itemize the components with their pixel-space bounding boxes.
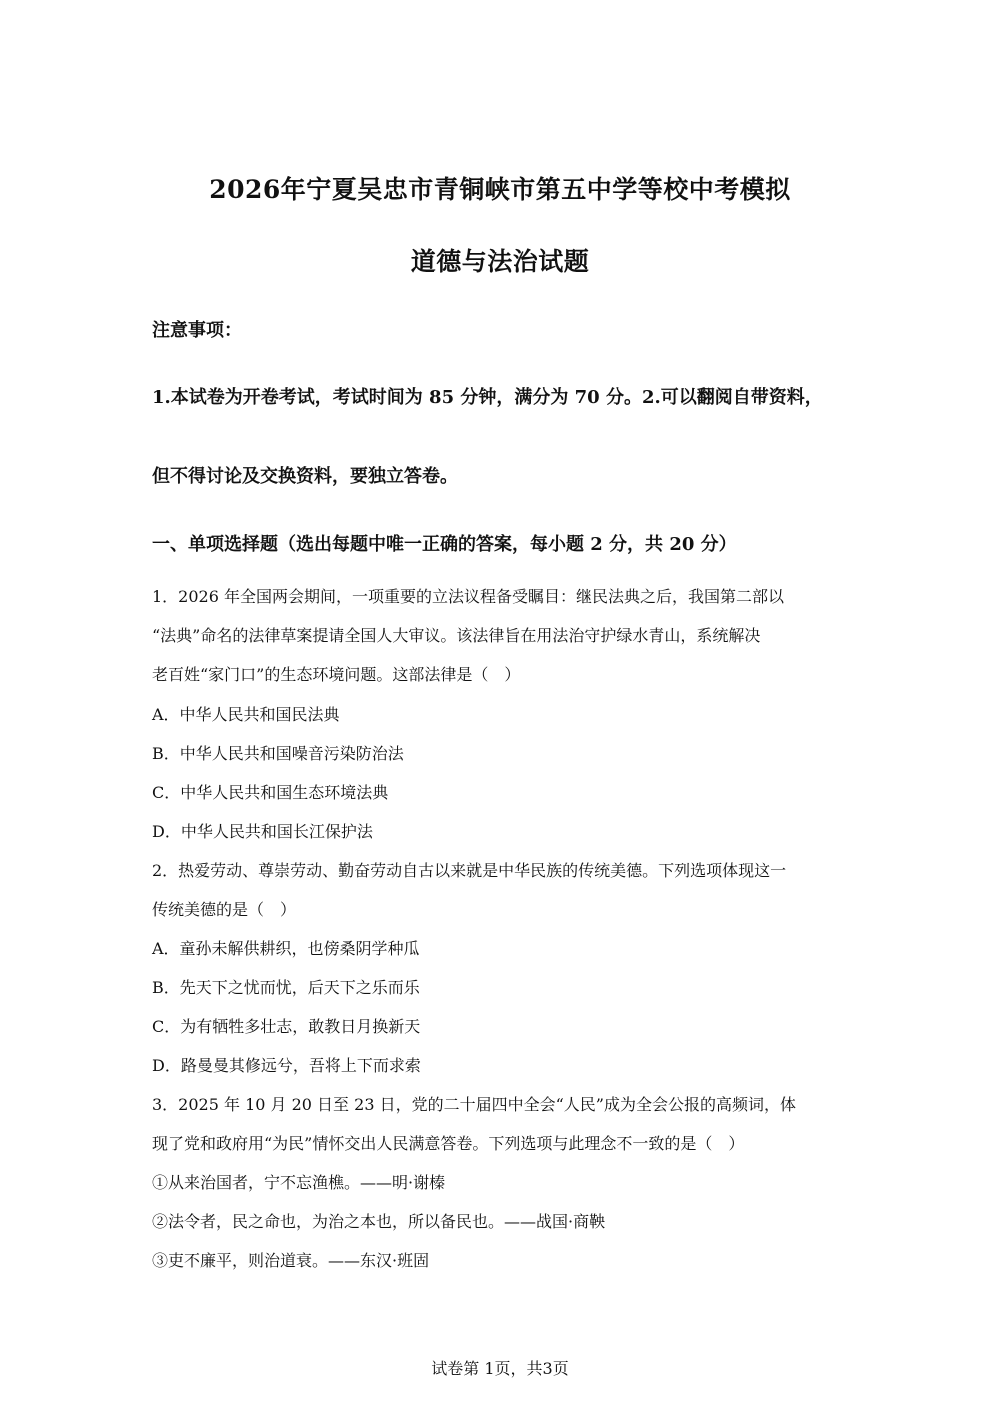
notice-heading: 注意事项： (152, 320, 242, 341)
question-2-option-a: A．童孙未解供耕织，也傍桑阴学种瓜 (152, 939, 420, 958)
question-1-stem: 老百姓“家门口”的生态环境问题。这部法律是（ ） (152, 665, 521, 684)
notice-line: 1.本试卷为开卷考试，考试时间为 85 分钟，满分为 70 分。2.可以翻阅自带资料， (152, 387, 823, 408)
section-heading: 一、单项选择题（选出每题中唯一正确的答案，每小题 2 分，共 20 分） (152, 534, 737, 555)
question-1-option-c: C．中华人民共和国生态环境法典 (152, 783, 389, 802)
question-2-option-c: C．为有牺牲多壮志，敢教日月换新天 (152, 1017, 421, 1036)
page-footer: 试卷第 1页，共3页 (431, 1359, 569, 1378)
question-1-option-a: A．中华人民共和国民法典 (152, 705, 340, 724)
question-2-option-b: B．先天下之忧而忧，后天下之乐而乐 (152, 978, 420, 997)
question-1-option-d: D．中华人民共和国长江保护法 (152, 822, 373, 841)
question-3-item: ②法令者，民之命也，为治之本也，所以备民也。——战国·商鞅 (152, 1212, 606, 1231)
question-2-stem: 2．热爱劳动、尊崇劳动、勤奋劳动自古以来就是中华民族的传统美德。下列选项体现这一 (152, 861, 787, 880)
exam-subject-title: 道德与法治试题 (410, 247, 590, 276)
question-1-option-b: B．中华人民共和国噪音污染防治法 (152, 744, 404, 763)
question-3-item: ①从来治国者，宁不忘渔樵。——明·谢榛 (152, 1173, 446, 1192)
question-1-stem: “法典”命名的法律草案提请全国人大审议。该法律旨在用法治守护绿水青山，系统解决 (152, 626, 761, 645)
notice-line: 但不得讨论及交换资料，要独立答卷。 (152, 466, 458, 487)
question-3-stem: 3．2025 年 10 月 20 日至 23 日，党的二十届四中全会“人民”成为全会公报的高频词，体 (152, 1095, 796, 1114)
question-1-stem: 1．2026 年全国两会期间，一项重要的立法议程备受瞩目：继民法典之后，我国第二部以 (152, 587, 784, 606)
question-2-stem: 传统美德的是（ ） (152, 900, 297, 919)
question-3-item: ③吏不廉平，则治道衰。——东汉·班固 (152, 1251, 430, 1270)
question-2-option-d: D．路曼曼其修远兮，吾将上下而求索 (152, 1056, 421, 1075)
exam-title: 2026年宁夏吴忠市青铜峡市第五中学等校中考模拟 (209, 175, 791, 204)
question-3-stem: 现了党和政府用“为民”情怀交出人民满意答卷。下列选项与此理念不一致的是（ ） (152, 1134, 745, 1153)
